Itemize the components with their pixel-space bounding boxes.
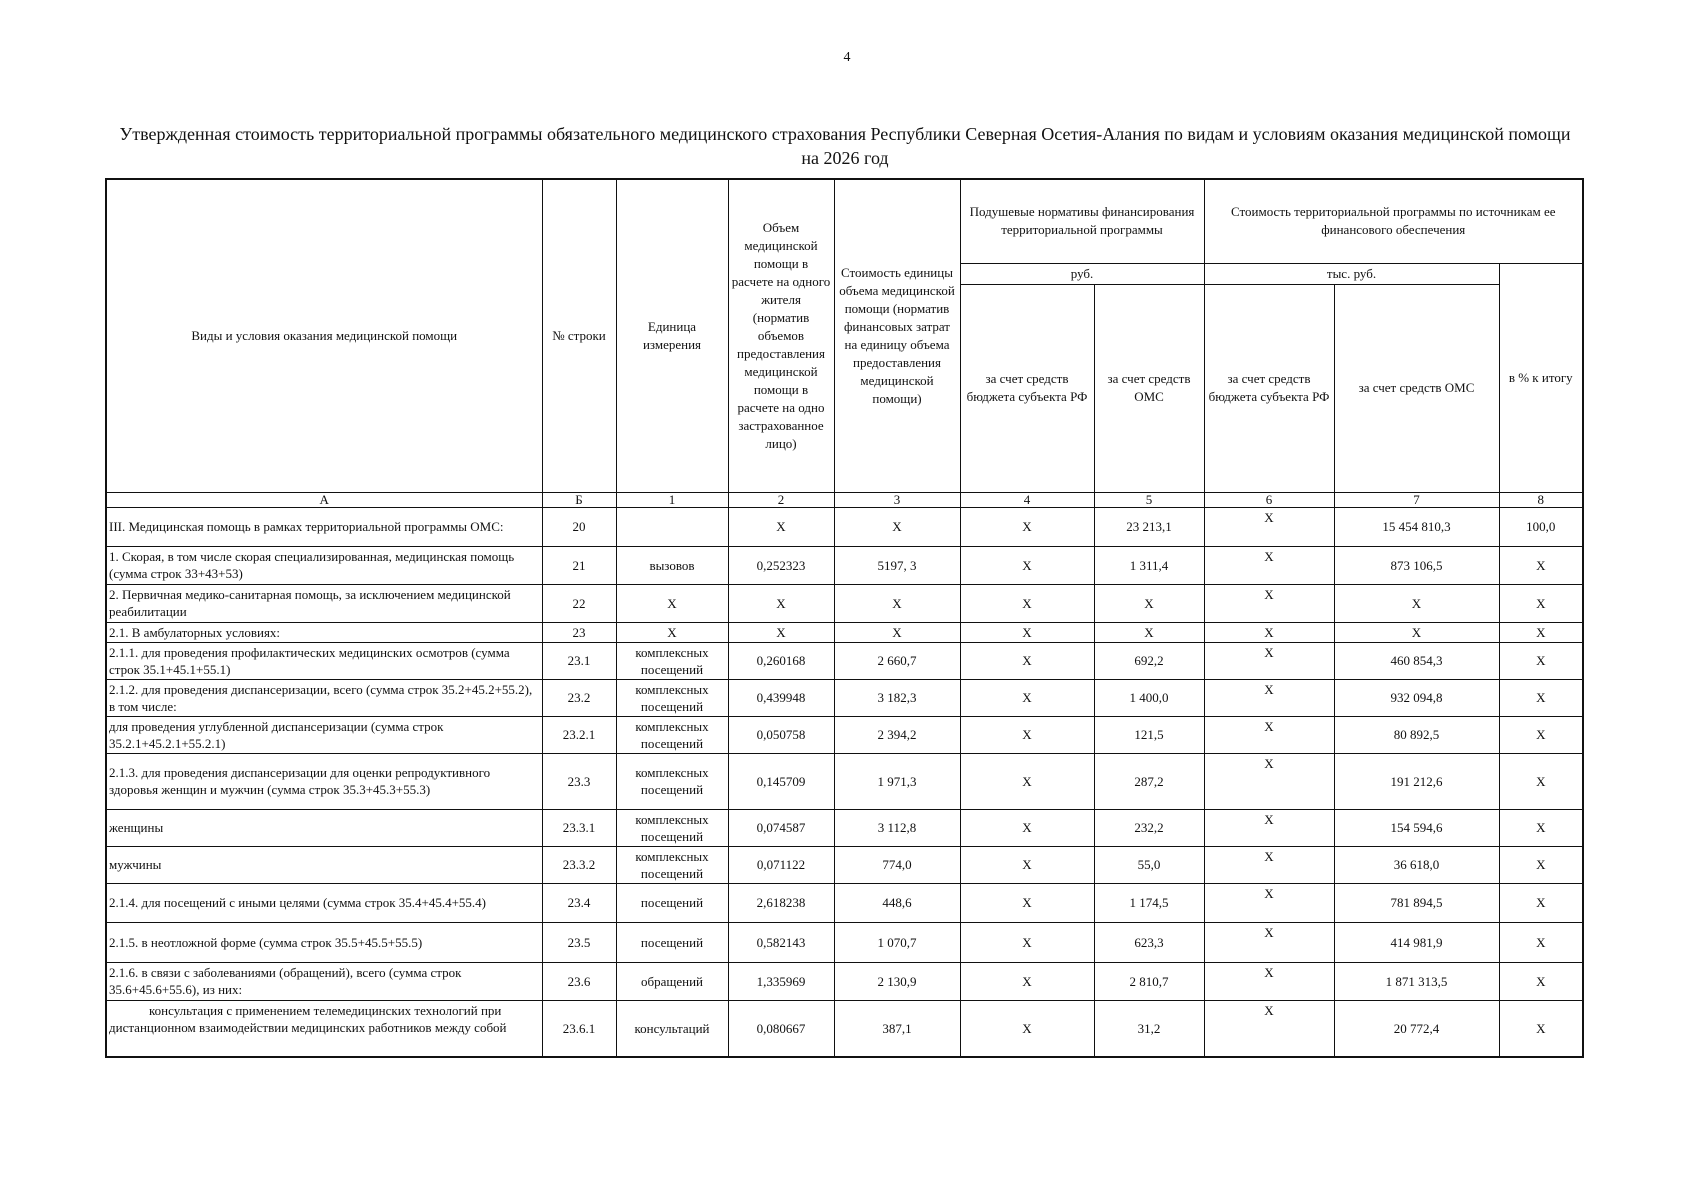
cell-vol: 0,071122 <box>728 846 834 883</box>
row-name: 2.1.3. для проведения диспансеризации для оценки репродуктивного здоровья женщин и мужчин (сумма строк 35.3+45.3+55.3) <box>106 753 542 809</box>
index-cell: 3 <box>834 492 960 507</box>
cell-c8: Х <box>1499 1000 1583 1057</box>
cell-cost: 1 070,7 <box>834 922 960 962</box>
cell-c4: Х <box>960 922 1094 962</box>
header-row-number: № строки <box>542 179 616 492</box>
cost-table <box>105 178 1584 1058</box>
cell-cost: 2 660,7 <box>834 642 960 679</box>
row-name: 2.1.2. для проведения диспансеризации, всего (сумма строк 35.2+45.2+55.2), в том числе: <box>106 679 542 716</box>
table-row <box>106 753 1583 809</box>
cell-row: 23.5 <box>542 922 616 962</box>
cell-unit: Х <box>616 622 728 642</box>
cell-c7: Х <box>1334 622 1499 642</box>
row-name: консультация с применением телемедицинских технологий при дистанционном взаимодействии медицинских работников между собой <box>106 1000 542 1057</box>
table-row <box>106 809 1583 846</box>
table-row <box>106 546 1583 584</box>
cell-c7: 20 772,4 <box>1334 1000 1499 1057</box>
index-cell: А <box>106 492 542 507</box>
cell-c6: Х <box>1204 809 1334 846</box>
index-cell: 5 <box>1094 492 1204 507</box>
cell-c4: Х <box>960 809 1094 846</box>
cell-c7: 414 981,9 <box>1334 922 1499 962</box>
cost-table-container <box>105 178 1584 1058</box>
cell-c5: 23 213,1 <box>1094 507 1204 546</box>
table-row <box>106 846 1583 883</box>
cell-c8: Х <box>1499 753 1583 809</box>
header-c4: за счет средств бюджета субъекта РФ <box>960 284 1094 492</box>
row-name: III. Медицинская помощь в рамках территориальной программы ОМС: <box>106 507 542 546</box>
header-c8: в % к итогу <box>1499 263 1583 492</box>
cell-c5: 232,2 <box>1094 809 1204 846</box>
cell-cost: Х <box>834 507 960 546</box>
cell-unit: комплексных посещений <box>616 809 728 846</box>
row-name: 1. Скорая, в том числе скорая специализированная, медицинская помощь (сумма строк 33+43+53) <box>106 546 542 584</box>
cell-unit: комплексных посещений <box>616 846 728 883</box>
cell-c5: 55,0 <box>1094 846 1204 883</box>
header-unit: Единица измерения <box>616 179 728 492</box>
cell-c5: 2 810,7 <box>1094 962 1204 1000</box>
table-row <box>106 962 1583 1000</box>
cell-row: 23.6 <box>542 962 616 1000</box>
cell-c8: Х <box>1499 846 1583 883</box>
cell-c6: Х <box>1204 716 1334 753</box>
cell-unit: комплексных посещений <box>616 642 728 679</box>
cell-c6: Х <box>1204 883 1334 922</box>
cell-c4: Х <box>960 584 1094 622</box>
cell-unit: консультаций <box>616 1000 728 1057</box>
index-cell: 6 <box>1204 492 1334 507</box>
row-name: 2.1.4. для посещений с иными целями (сумма строк 35.4+45.4+55.4) <box>106 883 542 922</box>
cell-c4: Х <box>960 1000 1094 1057</box>
cell-row: 23.3.1 <box>542 809 616 846</box>
cell-c8: Х <box>1499 679 1583 716</box>
cell-c8: Х <box>1499 922 1583 962</box>
table-row <box>106 642 1583 679</box>
cell-c4: Х <box>960 716 1094 753</box>
header-c7: за счет средств ОМС <box>1334 284 1499 492</box>
header-c6: за счет средств бюджета субъекта РФ <box>1204 284 1334 492</box>
cell-cost: 3 112,8 <box>834 809 960 846</box>
header-group-cost: Стоимость территориальной программы по источникам ее финансового обеспечения <box>1204 179 1583 263</box>
cell-row: 23.3.2 <box>542 846 616 883</box>
cell-c7: 80 892,5 <box>1334 716 1499 753</box>
cell-cost: Х <box>834 584 960 622</box>
header-c5: за счет средств ОМС <box>1094 284 1204 492</box>
cell-unit: обращений <box>616 962 728 1000</box>
cell-row: 23.1 <box>542 642 616 679</box>
cell-c6: Х <box>1204 753 1334 809</box>
cell-vol: 0,260168 <box>728 642 834 679</box>
cell-unit: Х <box>616 584 728 622</box>
cell-cost: Х <box>834 622 960 642</box>
cell-c5: Х <box>1094 622 1204 642</box>
header-volume: Объем медицинской помощи в расчете на одного жителя (норматив объемов предоставления медицинской помощи в расчете на одно застрахованное лицо) <box>728 179 834 492</box>
cell-c6: Х <box>1204 846 1334 883</box>
cell-c6: Х <box>1204 546 1334 584</box>
cell-c4: Х <box>960 962 1094 1000</box>
cell-row: 23 <box>542 622 616 642</box>
cell-vol: Х <box>728 507 834 546</box>
table-row <box>106 922 1583 962</box>
cell-c5: 287,2 <box>1094 753 1204 809</box>
row-name: женщины <box>106 809 542 846</box>
cell-row: 20 <box>542 507 616 546</box>
cell-cost: 387,1 <box>834 1000 960 1057</box>
cell-c4: Х <box>960 642 1094 679</box>
cell-vol: 2,618238 <box>728 883 834 922</box>
cell-row: 22 <box>542 584 616 622</box>
index-cell: 2 <box>728 492 834 507</box>
cell-cost: 2 394,2 <box>834 716 960 753</box>
header-name: Виды и условия оказания медицинской помощи <box>106 179 542 492</box>
cell-c5: 1 400,0 <box>1094 679 1204 716</box>
cell-c8: Х <box>1499 642 1583 679</box>
cell-c7: 36 618,0 <box>1334 846 1499 883</box>
cell-c7: 781 894,5 <box>1334 883 1499 922</box>
cell-c4: Х <box>960 622 1094 642</box>
column-index-row <box>106 492 1583 507</box>
index-cell: 7 <box>1334 492 1499 507</box>
cell-c5: 1 174,5 <box>1094 883 1204 922</box>
cell-cost: 5197, 3 <box>834 546 960 584</box>
cell-c7: 932 094,8 <box>1334 679 1499 716</box>
index-cell: 8 <box>1499 492 1583 507</box>
cell-c7: 873 106,5 <box>1334 546 1499 584</box>
index-cell: 1 <box>616 492 728 507</box>
row-name: 2.1.5. в неотложной форме (сумма строк 35.5+45.5+55.5) <box>106 922 542 962</box>
row-name: 2.1.6. в связи с заболеваниями (обращений), всего (сумма строк 35.6+45.6+55.6), из них: <box>106 962 542 1000</box>
cell-row: 23.4 <box>542 883 616 922</box>
row-name: 2. Первичная медико-санитарная помощь, за исключением медицинской реабилитации <box>106 584 542 622</box>
cell-vol: 0,050758 <box>728 716 834 753</box>
cell-c7: Х <box>1334 584 1499 622</box>
cell-c6: Х <box>1204 584 1334 622</box>
cell-cost: 1 971,3 <box>834 753 960 809</box>
cell-c6: Х <box>1204 622 1334 642</box>
table-row <box>106 507 1583 546</box>
cell-c6: Х <box>1204 679 1334 716</box>
index-cell: Б <box>542 492 616 507</box>
cell-c5: 1 311,4 <box>1094 546 1204 584</box>
cell-vol: 1,335969 <box>728 962 834 1000</box>
cell-c7: 15 454 810,3 <box>1334 507 1499 546</box>
cell-c8: Х <box>1499 622 1583 642</box>
row-name: мужчины <box>106 846 542 883</box>
page-number: 4 <box>843 50 851 65</box>
cell-unit: комплексных посещений <box>616 753 728 809</box>
cell-c4: Х <box>960 883 1094 922</box>
cell-c7: 191 212,6 <box>1334 753 1499 809</box>
cell-c5: 623,3 <box>1094 922 1204 962</box>
cell-c4: Х <box>960 679 1094 716</box>
cell-unit: вызовов <box>616 546 728 584</box>
cell-vol: 0,080667 <box>728 1000 834 1057</box>
cell-c6: Х <box>1204 1000 1334 1057</box>
cell-c5: 31,2 <box>1094 1000 1204 1057</box>
table-body <box>106 507 1583 1057</box>
cell-c5: Х <box>1094 584 1204 622</box>
cell-c6: Х <box>1204 642 1334 679</box>
table-row <box>106 883 1583 922</box>
cell-row: 21 <box>542 546 616 584</box>
table-row <box>106 1000 1583 1057</box>
cell-c4: Х <box>960 507 1094 546</box>
cell-c8: Х <box>1499 962 1583 1000</box>
cell-c7: 1 871 313,5 <box>1334 962 1499 1000</box>
cell-c8: Х <box>1499 546 1583 584</box>
table-row <box>106 716 1583 753</box>
cell-vol: Х <box>728 622 834 642</box>
cell-c6: Х <box>1204 922 1334 962</box>
header-group-norms: Подушевые нормативы финансирования территориальной программы <box>960 179 1204 263</box>
index-cell: 4 <box>960 492 1094 507</box>
cell-unit: посещений <box>616 922 728 962</box>
cell-row: 23.3 <box>542 753 616 809</box>
cell-vol: 0,582143 <box>728 922 834 962</box>
table-row <box>106 622 1583 642</box>
cell-cost: 774,0 <box>834 846 960 883</box>
cell-cost: 2 130,9 <box>834 962 960 1000</box>
cell-vol: 0,439948 <box>728 679 834 716</box>
cell-c5: 692,2 <box>1094 642 1204 679</box>
cell-row: 23.6.1 <box>542 1000 616 1057</box>
row-name: 2.1. В амбулаторных условиях: <box>106 622 542 642</box>
cell-unit: комплексных посещений <box>616 716 728 753</box>
cell-cost: 3 182,3 <box>834 679 960 716</box>
cell-row: 23.2 <box>542 679 616 716</box>
cell-vol: Х <box>728 584 834 622</box>
cell-c5: 121,5 <box>1094 716 1204 753</box>
document-title: Утвержденная стоимость территориальной программы обязательного медицинского страхования Республики Северная Осетия-Алания по видам и условиям оказания медицинской помощи на 2026 год <box>119 124 1571 168</box>
header-cost-unit: тыс. руб. <box>1204 263 1499 284</box>
cell-c6: Х <box>1204 962 1334 1000</box>
cell-cost: 448,6 <box>834 883 960 922</box>
cell-vol: 0,074587 <box>728 809 834 846</box>
header-unit-cost: Стоимость единицы объема медицинской помощи (норматив финансовых затрат на единицу объема предоставления медицинской помощи) <box>834 179 960 492</box>
cell-unit: комплексных посещений <box>616 679 728 716</box>
header-norms-unit: руб. <box>960 263 1204 284</box>
cell-c8: Х <box>1499 809 1583 846</box>
cell-c8: Х <box>1499 883 1583 922</box>
table-header <box>106 179 1583 507</box>
cell-c7: 154 594,6 <box>1334 809 1499 846</box>
cell-vol: 0,252323 <box>728 546 834 584</box>
cell-c8: 100,0 <box>1499 507 1583 546</box>
row-name: для проведения углубленной диспансеризации (сумма строк 35.2.1+45.2.1+55.2.1) <box>106 716 542 753</box>
cell-c4: Х <box>960 846 1094 883</box>
cell-c8: Х <box>1499 716 1583 753</box>
cell-vol: 0,145709 <box>728 753 834 809</box>
row-name: 2.1.1. для проведения профилактических медицинских осмотров (сумма строк 35.1+45.1+55.1) <box>106 642 542 679</box>
cell-row: 23.2.1 <box>542 716 616 753</box>
table-row <box>106 679 1583 716</box>
cell-unit: посещений <box>616 883 728 922</box>
cell-c4: Х <box>960 546 1094 584</box>
cell-c6: Х <box>1204 507 1334 546</box>
cell-c8: Х <box>1499 584 1583 622</box>
cell-c4: Х <box>960 753 1094 809</box>
cell-unit <box>616 507 728 546</box>
cell-c7: 460 854,3 <box>1334 642 1499 679</box>
table-row <box>106 584 1583 622</box>
